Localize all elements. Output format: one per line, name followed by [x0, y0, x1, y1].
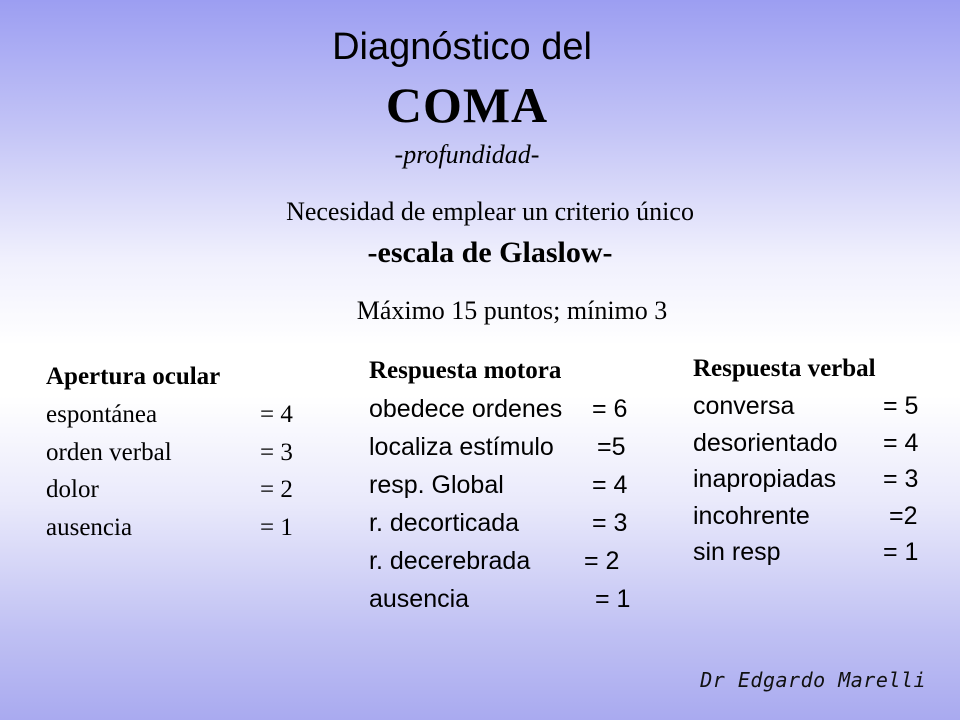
item-label: ausencia	[369, 585, 470, 613]
item-score: = 5	[883, 392, 919, 420]
author-signature: Dr Edgardo Marelli	[700, 668, 926, 692]
item-score: = 4	[592, 471, 628, 499]
eye-opening-column	[46, 358, 316, 546]
item-score: = 2	[260, 476, 293, 503]
list-item	[46, 396, 316, 434]
list-item	[693, 534, 943, 571]
list-item	[369, 428, 659, 466]
motor-response-header: Respuesta motora	[369, 357, 562, 384]
list-item	[46, 509, 316, 547]
score-range-text: Máximo 15 puntos; mínimo 3	[356, 296, 668, 325]
item-label: localiza estímulo	[369, 433, 554, 461]
item-score: = 3	[883, 465, 919, 493]
list-item	[369, 580, 659, 618]
title-coma: COMA	[385, 77, 549, 133]
item-label: desorientado	[693, 428, 838, 457]
title-line-1: Diagnóstico del	[332, 26, 592, 68]
list-item	[693, 388, 943, 425]
item-score: = 2	[584, 547, 620, 575]
motor-response-column	[369, 352, 659, 618]
item-label: espontánea	[46, 401, 158, 428]
item-score: =5	[597, 433, 626, 461]
list-item	[369, 390, 659, 428]
item-score: = 3	[592, 509, 628, 537]
list-item	[46, 471, 316, 509]
subtitle-depth: -profundidad-	[394, 140, 540, 169]
item-score: = 1	[883, 538, 919, 566]
list-item	[46, 434, 316, 472]
item-score: = 3	[260, 438, 293, 466]
item-label: dolor	[46, 476, 99, 503]
item-label: inapropiadas	[693, 465, 837, 493]
eye-opening-header: Apertura ocular	[46, 363, 221, 390]
item-score: = 1	[595, 585, 631, 613]
item-score: =2	[889, 501, 918, 530]
list-item	[369, 504, 659, 542]
criterion-text: Necesidad de emplear un criterio único	[286, 197, 694, 226]
item-label: orden verbal	[46, 438, 172, 466]
item-score: = 1	[260, 513, 293, 541]
item-score: = 6	[592, 395, 628, 423]
list-item	[693, 425, 943, 462]
item-label: ausencia	[46, 513, 133, 541]
item-label: r. decerebrada	[369, 547, 531, 575]
verbal-response-header: Respuesta verbal	[693, 355, 876, 382]
verbal-response-column	[693, 350, 943, 571]
item-score: = 4	[260, 401, 293, 428]
list-item	[693, 461, 943, 498]
list-item	[369, 542, 659, 580]
item-label: r. decorticada	[369, 509, 520, 537]
list-item	[369, 466, 659, 504]
item-label: conversa	[693, 392, 795, 420]
item-label: obedece ordenes	[369, 395, 563, 423]
item-label: sin resp	[693, 538, 781, 566]
list-item	[693, 498, 943, 535]
scale-name: -escala de Glaslow-	[367, 236, 613, 269]
item-label: resp. Global	[369, 471, 504, 499]
item-label: incohrente	[693, 501, 810, 530]
item-score: = 4	[883, 428, 919, 457]
